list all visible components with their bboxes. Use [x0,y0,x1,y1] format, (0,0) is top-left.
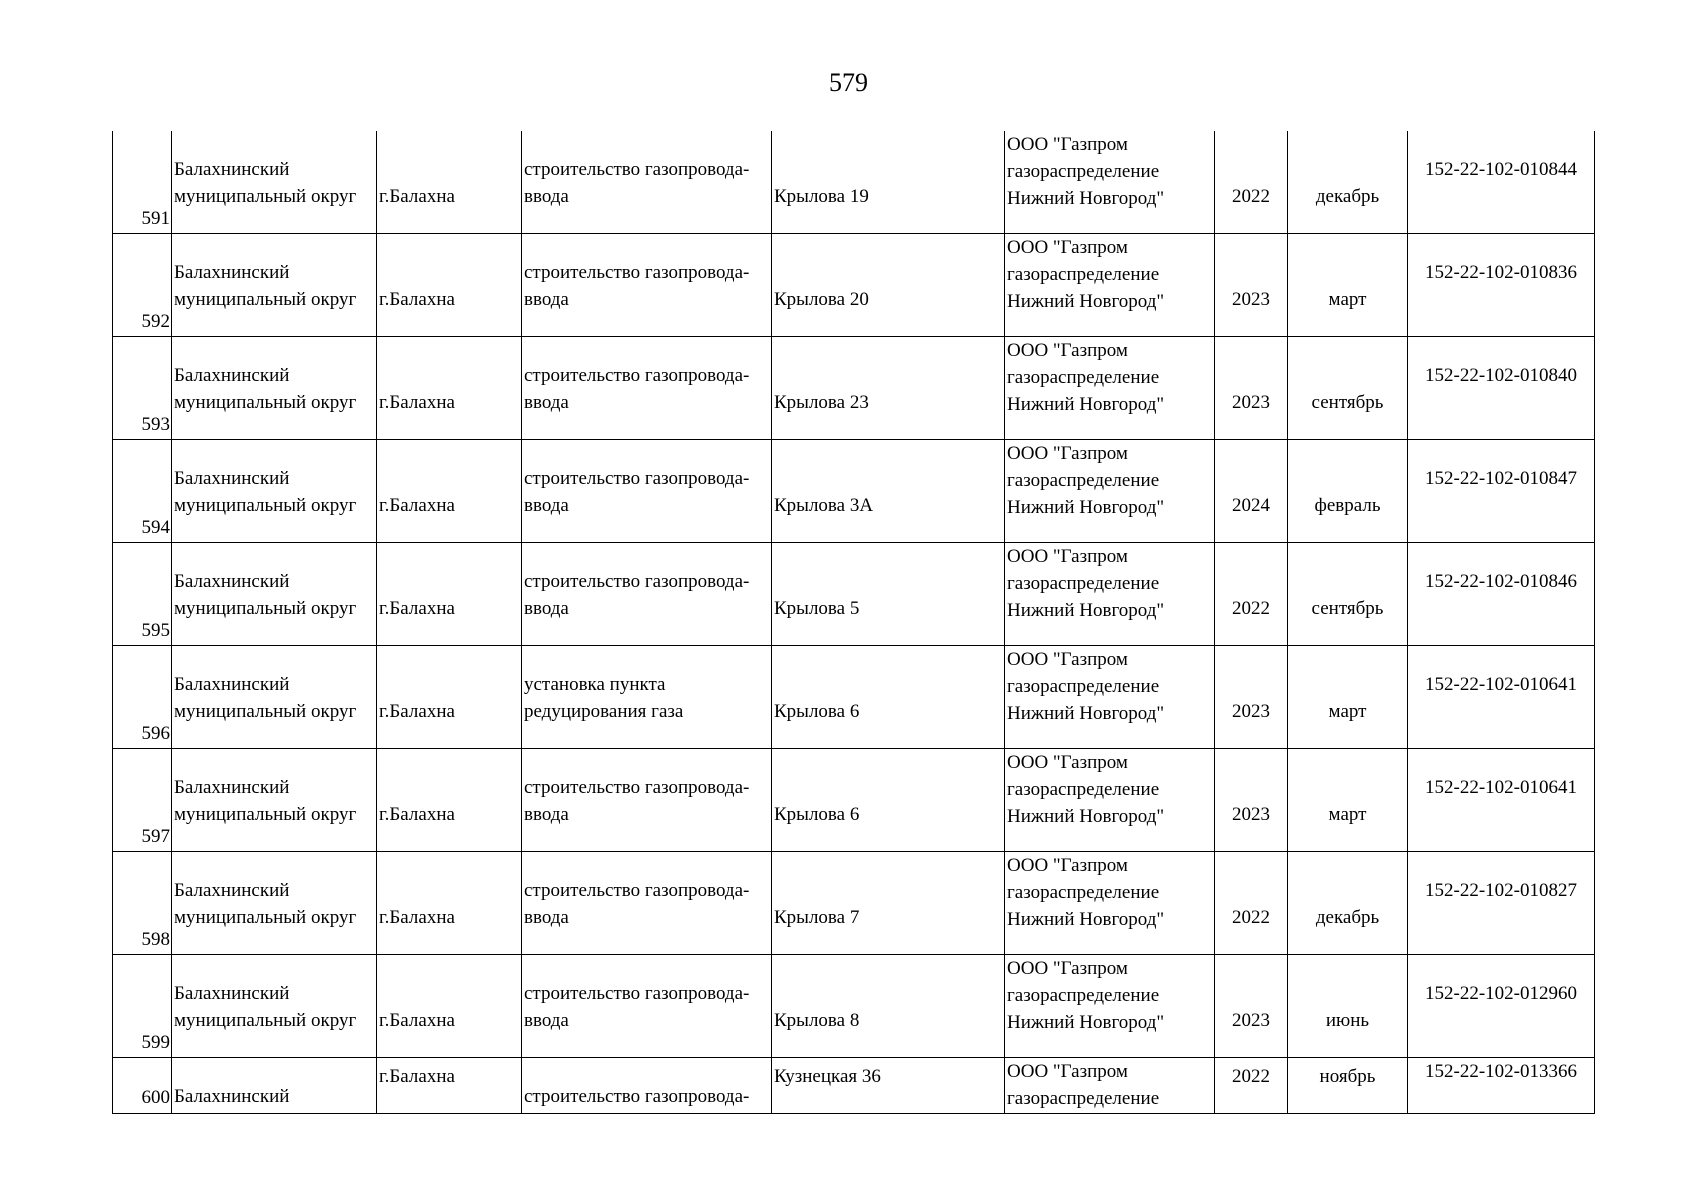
cell-month [1288,440,1408,543]
city-name: г.Балахна [379,804,455,825]
registry-table [112,131,1595,1114]
cell-work [522,337,772,440]
row-number: 596 [141,723,170,744]
cell-code [1408,543,1595,646]
district-name: Балахнинский муниципальный округ [174,365,357,413]
cell-address [772,543,1005,646]
address: Крылова 6 [774,701,860,722]
district-name: Балахнинский муниципальный округ [174,262,357,310]
cell-number [113,1058,172,1114]
cell-code [1408,955,1595,1058]
cell-district [172,955,377,1058]
year: 2023 [1232,1010,1270,1031]
district-name: Балахнинский муниципальный округ [174,571,357,619]
table-row [113,749,1595,852]
month: сентябрь [1311,598,1384,619]
row-number: 599 [141,1032,170,1053]
month: декабрь [1315,186,1380,207]
cell-year [1215,440,1288,543]
row-number: 591 [141,208,170,229]
cell-year [1215,543,1288,646]
year: 2023 [1232,392,1270,413]
district-name: Балахнинский муниципальный округ [174,983,357,1031]
cell-code [1408,440,1595,543]
cell-district [172,440,377,543]
registry-sheet [112,131,1594,1114]
address: Крылова 23 [774,392,869,413]
organization: ООО "Газпром газораспределение Нижний Новгород" [1007,340,1165,415]
work-type: строительство газопровода- [524,1086,750,1107]
year: 2023 [1232,289,1270,310]
organization: ООО "Газпром газораспределение Нижний Новгород" [1007,546,1165,621]
cell-code [1408,337,1595,440]
cell-year [1215,749,1288,852]
cell-code [1408,749,1595,852]
cell-organization [1005,234,1215,337]
city-name: г.Балахна [379,289,455,310]
registry-code: 152-22-102-012960 [1425,983,1577,1004]
row-number: 593 [141,414,170,435]
work-type: строительство газопровода- ввода [524,777,750,825]
city-name: г.Балахна [379,186,455,207]
table-row [113,440,1595,543]
cell-year [1215,337,1288,440]
table-row [113,543,1595,646]
cell-work [522,131,772,234]
cell-work [522,852,772,955]
cell-number [113,543,172,646]
month: сентябрь [1311,392,1384,413]
cell-number [113,337,172,440]
cell-work [522,749,772,852]
organization: ООО "Газпром газораспределение Нижний Новгород" [1007,958,1165,1033]
cell-district [172,234,377,337]
cell-district [172,543,377,646]
cell-month [1288,1058,1408,1114]
registry-rows [113,131,1595,1114]
cell-month [1288,543,1408,646]
city-name: г.Балахна [379,701,455,722]
cell-organization [1005,646,1215,749]
city-name: г.Балахна [379,392,455,413]
table-row [113,646,1595,749]
table-row [113,852,1595,955]
table-row [113,234,1595,337]
cell-organization [1005,337,1215,440]
cell-work [522,955,772,1058]
cell-number [113,234,172,337]
district-name: Балахнинский муниципальный округ [174,777,357,825]
cell-work [522,440,772,543]
cell-organization [1005,1058,1215,1114]
month: ноябрь [1319,1066,1376,1087]
year: 2023 [1232,804,1270,825]
district-name: Балахнинский муниципальный округ [174,880,357,928]
work-type: строительство газопровода- ввода [524,571,750,619]
address: Крылова 19 [774,186,869,207]
cell-organization [1005,131,1215,234]
registry-code: 152-22-102-013366 [1425,1061,1577,1082]
table-row [113,955,1595,1058]
cell-year [1215,646,1288,749]
cell-city [377,440,522,543]
cell-month [1288,234,1408,337]
cell-address [772,1058,1005,1114]
month: март [1328,289,1367,310]
cell-month [1288,749,1408,852]
cell-organization [1005,440,1215,543]
table-row [113,337,1595,440]
cell-city [377,1058,522,1114]
year: 2022 [1232,186,1270,207]
cell-number [113,852,172,955]
cell-number [113,955,172,1058]
registry-code: 152-22-102-010840 [1425,365,1577,386]
city-name: г.Балахна [379,1066,455,1087]
organization: ООО "Газпром газораспределение Нижний Новгород" [1007,649,1165,724]
cell-city [377,646,522,749]
registry-code: 152-22-102-010836 [1425,262,1577,283]
cell-district [172,749,377,852]
cell-district [172,131,377,234]
row-number: 594 [141,517,170,538]
registry-code: 152-22-102-010846 [1425,571,1577,592]
cell-year [1215,234,1288,337]
cell-month [1288,337,1408,440]
cell-address [772,131,1005,234]
year: 2023 [1232,701,1270,722]
registry-code: 152-22-102-010641 [1425,674,1577,695]
month: февраль [1314,495,1381,516]
cell-city [377,543,522,646]
cell-code [1408,646,1595,749]
organization: ООО "Газпром газораспределение Нижний Новгород" [1007,237,1165,312]
row-number: 595 [141,620,170,641]
cell-city [377,337,522,440]
work-type: строительство газопровода- ввода [524,468,750,516]
year: 2022 [1232,598,1270,619]
district-name: Балахнинский [174,1086,290,1107]
organization: ООО "Газпром газораспределение [1007,1061,1160,1109]
cell-district [172,646,377,749]
district-name: Балахнинский муниципальный округ [174,468,357,516]
cell-code [1408,131,1595,234]
work-type: строительство газопровода- ввода [524,880,750,928]
cell-district [172,337,377,440]
district-name: Балахнинский муниципальный округ [174,159,357,207]
address: Крылова 7 [774,907,860,928]
city-name: г.Балахна [379,907,455,928]
cell-work [522,646,772,749]
cell-district [172,852,377,955]
registry-code: 152-22-102-010847 [1425,468,1577,489]
year: 2024 [1232,495,1270,516]
cell-city [377,749,522,852]
address: Крылова 20 [774,289,869,310]
cell-address [772,337,1005,440]
organization: ООО "Газпром газораспределение Нижний Новгород" [1007,134,1165,209]
row-number: 592 [141,311,170,332]
cell-district [172,1058,377,1114]
cell-number [113,440,172,543]
month: июнь [1325,1010,1370,1031]
work-type: строительство газопровода- ввода [524,262,750,310]
cell-address [772,234,1005,337]
address: Крылова 8 [774,1010,860,1031]
cell-month [1288,852,1408,955]
registry-code: 152-22-102-010641 [1425,777,1577,798]
address: Крылова 3А [774,495,874,516]
page-number: 579 [829,68,868,97]
cell-organization [1005,749,1215,852]
cell-year [1215,852,1288,955]
cell-address [772,955,1005,1058]
registry-code: 152-22-102-010827 [1425,880,1577,901]
table-row [113,1058,1595,1114]
city-name: г.Балахна [379,495,455,516]
cell-number [113,646,172,749]
cell-month [1288,131,1408,234]
cell-code [1408,234,1595,337]
cell-work [522,543,772,646]
row-number: 597 [141,826,170,847]
city-name: г.Балахна [379,1010,455,1031]
month: март [1328,804,1367,825]
cell-city [377,955,522,1058]
cell-year [1215,1058,1288,1114]
registry-code: 152-22-102-010844 [1425,159,1577,180]
year: 2022 [1232,1066,1270,1087]
organization: ООО "Газпром газораспределение Нижний Новгород" [1007,752,1165,827]
organization: ООО "Газпром газораспределение Нижний Новгород" [1007,443,1165,518]
table-row [113,131,1595,234]
address: Крылова 5 [774,598,860,619]
cell-month [1288,646,1408,749]
work-type: строительство газопровода- ввода [524,365,750,413]
cell-city [377,852,522,955]
work-type: строительство газопровода- ввода [524,983,750,1031]
district-name: Балахнинский муниципальный округ [174,674,357,722]
year: 2022 [1232,907,1270,928]
cell-code [1408,852,1595,955]
cell-address [772,852,1005,955]
month: март [1328,701,1367,722]
work-type: установка пункта редуцирования газа [524,674,684,722]
cell-city [377,131,522,234]
cell-number [113,749,172,852]
cell-address [772,440,1005,543]
cell-organization [1005,543,1215,646]
cell-number [113,131,172,234]
cell-address [772,646,1005,749]
address: Кузнецкая 36 [774,1066,881,1087]
cell-work [522,234,772,337]
cell-work [522,1058,772,1114]
cell-month [1288,955,1408,1058]
cell-year [1215,131,1288,234]
organization: ООО "Газпром газораспределение Нижний Новгород" [1007,855,1165,930]
cell-year [1215,955,1288,1058]
row-number: 598 [141,929,170,950]
row-number: 600 [141,1087,170,1108]
cell-code [1408,1058,1595,1114]
address: Крылова 6 [774,804,860,825]
city-name: г.Балахна [379,598,455,619]
cell-city [377,234,522,337]
cell-address [772,749,1005,852]
cell-organization [1005,955,1215,1058]
work-type: строительство газопровода- ввода [524,159,750,207]
cell-organization [1005,852,1215,955]
month: декабрь [1315,907,1380,928]
